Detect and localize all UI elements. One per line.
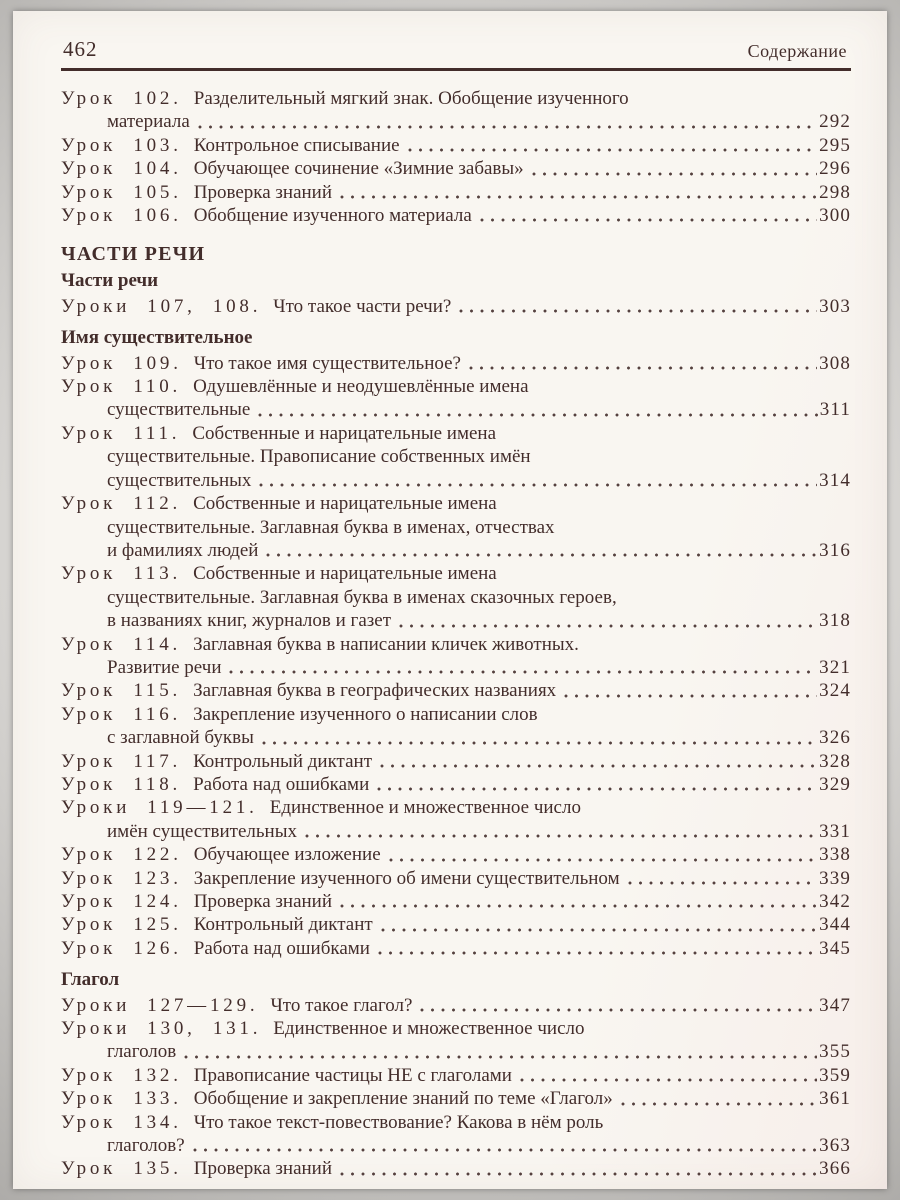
entry-text: Разделительный мягкий знак. Обобщение изученного <box>193 88 629 109</box>
toc-line <box>61 295 851 318</box>
toc-list <box>61 87 851 1181</box>
entry-text: Обобщение и закрепление знаний по теме «Глагол» <box>193 1088 613 1110</box>
dots-leader <box>380 764 817 768</box>
lesson-label: Урок 112. <box>61 493 182 515</box>
toc-line <box>61 204 851 227</box>
entry-page: 361 <box>819 1088 851 1110</box>
toc-line <box>61 1040 851 1063</box>
lesson-label: Урок 113. <box>61 563 182 585</box>
toc-entry <box>61 913 851 936</box>
toc-line <box>61 1017 851 1040</box>
toc-line <box>61 1157 851 1180</box>
dots-leader <box>305 834 817 838</box>
entry-page: 342 <box>819 891 851 912</box>
toc-line <box>61 843 851 866</box>
book-page <box>13 11 887 1189</box>
dots-leader <box>258 413 817 417</box>
lesson-label: Урок 125. <box>61 914 182 936</box>
entry-page: 318 <box>819 610 851 632</box>
toc-line <box>61 87 851 110</box>
entry-page: 328 <box>819 750 851 772</box>
entry-page: 295 <box>819 134 851 156</box>
toc-line <box>61 609 851 632</box>
toc-entry <box>61 1157 851 1180</box>
toc-entry <box>61 750 851 773</box>
lesson-label: Урок 117. <box>61 750 182 772</box>
toc-line <box>61 110 851 133</box>
entry-text: имён существительных <box>107 820 297 842</box>
page-header <box>61 37 851 71</box>
toc-line <box>61 539 851 562</box>
entry-page: 347 <box>819 994 851 1016</box>
toc-entry <box>61 867 851 890</box>
toc-entry <box>61 1111 851 1158</box>
dots-leader <box>259 483 817 487</box>
entry-text: Одушевлённые и неодушевлённые имена <box>193 376 529 398</box>
entry-page: 298 <box>819 181 851 203</box>
entry-text: Обобщение изученного материала <box>193 205 472 227</box>
entry-page: 321 <box>819 656 851 678</box>
toc-line <box>61 937 851 960</box>
toc-line <box>61 867 851 890</box>
entry-text: Что такое глагол? <box>270 994 413 1016</box>
lesson-label: Урок 124. <box>61 891 182 912</box>
entry-text: Что такое текст-повествование? Какова в нём роль <box>193 1111 604 1133</box>
toc-line <box>61 750 851 773</box>
lesson-label: Урок 115. <box>61 680 182 702</box>
toc-entry <box>61 295 851 318</box>
entry-page: 300 <box>819 205 851 227</box>
entry-text: Закрепление изученного о написании слов <box>193 703 538 725</box>
entry-text: существительные. Заглавная буква в именах сказочных героев, <box>107 586 617 608</box>
toc-entry <box>61 1017 851 1064</box>
toc-line <box>61 398 851 421</box>
dots-leader <box>198 125 817 129</box>
toc-entry <box>61 1087 851 1110</box>
toc-line <box>61 913 851 936</box>
lesson-label: Урок 111. <box>61 422 181 444</box>
lesson-label: Урок 123. <box>61 867 182 889</box>
dots-leader <box>420 1008 817 1012</box>
toc-line <box>61 445 851 468</box>
dots-leader <box>532 172 817 176</box>
lesson-label: Уроки 107, 108. <box>61 295 262 317</box>
entry-text: Заглавная буква в географических названиях <box>193 680 557 702</box>
dots-leader <box>520 1078 817 1082</box>
page-number: 462 <box>63 37 98 61</box>
toc-line <box>61 181 851 204</box>
dots-leader <box>184 1055 817 1059</box>
toc-entry <box>61 422 851 492</box>
dots-leader <box>628 881 817 885</box>
toc-entry <box>61 937 851 960</box>
entry-text: Единственное и множественное число <box>269 797 581 819</box>
toc-entry <box>61 679 851 702</box>
toc-line <box>61 726 851 749</box>
entry-page: 316 <box>819 539 851 561</box>
entry-page: 331 <box>819 820 851 842</box>
toc-line <box>61 469 851 492</box>
entry-text: Развитие речи <box>107 656 222 678</box>
toc-entry <box>61 843 851 866</box>
toc-line <box>61 890 851 913</box>
dots-leader <box>340 904 817 908</box>
lesson-label: Урок 114. <box>61 633 182 655</box>
toc-entry <box>61 890 851 913</box>
entry-text: Единственное и множественное число <box>273 1018 585 1040</box>
toc-line <box>61 134 851 157</box>
entry-text: Правописание частицы НЕ с глаголами <box>193 1064 512 1086</box>
header-title: Содержание <box>747 41 847 61</box>
toc-entry <box>61 1064 851 1087</box>
toc-line <box>61 1087 851 1110</box>
entry-page: 338 <box>819 844 851 866</box>
lesson-label: Урок 126. <box>61 937 182 959</box>
toc-line <box>61 1064 851 1087</box>
toc-line <box>61 1134 851 1157</box>
entry-text: и фамилиях людей <box>107 539 259 561</box>
entry-page: 363 <box>819 1135 851 1157</box>
toc-line <box>61 422 851 445</box>
toc-subsection: Имя существительное <box>61 327 253 349</box>
toc-line <box>61 656 851 679</box>
dots-leader <box>340 1172 817 1176</box>
toc-line <box>61 994 851 1017</box>
toc-entry <box>61 633 851 680</box>
lesson-label: Урок 109. <box>61 352 182 374</box>
entry-page: 355 <box>819 1041 851 1063</box>
dots-leader <box>469 366 817 370</box>
toc-line <box>61 562 851 585</box>
lesson-label: Урок 102. <box>61 88 182 109</box>
entry-text: существительные. Правописание собственных имён <box>107 446 531 468</box>
entry-text: Собственные и нарицательные имена <box>193 563 497 585</box>
lesson-label: Уроки 119—121. <box>61 797 258 819</box>
entry-text: Обучающее изложение <box>193 844 381 866</box>
lesson-label: Урок 106. <box>61 205 182 227</box>
toc-line <box>61 516 851 539</box>
toc-line <box>61 633 851 656</box>
entry-text: Закрепление изученного об имени существительном <box>193 867 620 889</box>
entry-page: 359 <box>819 1064 851 1086</box>
lesson-label: Урок 116. <box>61 703 182 725</box>
entry-page: 366 <box>819 1158 851 1180</box>
toc-line <box>61 679 851 702</box>
entry-page: 314 <box>819 469 851 491</box>
entry-text: существительные <box>107 399 251 421</box>
lesson-label: Урок 133. <box>61 1088 182 1110</box>
toc-line <box>61 157 851 180</box>
toc-entry <box>61 87 851 134</box>
toc-subsection: Части речи <box>61 270 159 292</box>
entry-page: 296 <box>819 158 851 180</box>
entry-text: Собственные и нарицательные имена <box>192 422 497 444</box>
entry-text: Обучающее сочинение «Зимние забавы» <box>193 158 524 180</box>
toc-line <box>61 352 851 375</box>
entry-text: Работа над ошибками <box>193 937 370 959</box>
entry-page: 339 <box>819 867 851 889</box>
toc-section: ЧАСТИ РЕЧИ <box>61 243 206 266</box>
toc-entry <box>61 375 851 422</box>
lesson-label: Урок 135. <box>61 1158 182 1180</box>
entry-text: глаголов <box>107 1041 177 1063</box>
entry-text: Контрольное списывание <box>193 134 400 156</box>
dots-leader <box>389 858 817 862</box>
dots-leader <box>408 148 818 152</box>
dots-leader <box>266 553 817 557</box>
dots-leader <box>378 951 817 955</box>
toc-line <box>61 773 851 796</box>
entry-page: 345 <box>819 937 851 959</box>
toc-line <box>61 796 851 819</box>
entry-text: Проверка знаний <box>193 181 333 203</box>
toc-line <box>61 820 851 843</box>
dots-leader <box>262 741 817 745</box>
entry-page: 324 <box>819 680 851 702</box>
entry-text: Контрольный диктант <box>193 750 372 772</box>
toc-entry <box>61 204 851 227</box>
toc-line <box>61 1111 851 1134</box>
entry-page: 292 <box>819 111 851 133</box>
entry-page: 303 <box>819 295 851 317</box>
toc-subsection: Глагол <box>61 969 120 991</box>
toc-entry <box>61 796 851 843</box>
entry-text: Проверка знаний <box>193 891 333 912</box>
dots-leader <box>377 787 817 791</box>
entry-text: глаголов? <box>107 1135 185 1157</box>
entry-text: с заглавной буквы <box>107 727 254 749</box>
entry-page: 344 <box>819 914 851 936</box>
dots-leader <box>340 195 817 199</box>
dots-leader <box>564 694 817 698</box>
entry-page: 326 <box>819 727 851 749</box>
toc-line <box>61 703 851 726</box>
dots-leader <box>459 309 817 313</box>
toc-entry <box>61 134 851 157</box>
toc-line <box>61 375 851 398</box>
lesson-label: Урок 122. <box>61 844 182 866</box>
entry-page: 311 <box>819 399 851 421</box>
entry-text: материала <box>107 111 190 133</box>
lesson-label: Урок 118. <box>61 773 182 795</box>
toc-line <box>61 586 851 609</box>
toc-entry <box>61 703 851 750</box>
lesson-label: Урок 132. <box>61 1064 182 1086</box>
dots-leader <box>193 1148 817 1152</box>
dots-leader <box>381 928 817 932</box>
entry-text: Проверка знаний <box>193 1158 333 1180</box>
entry-text: Что такое части речи? <box>273 295 452 317</box>
toc-entry <box>61 994 851 1017</box>
entry-text: существительные. Заглавная буква в именах, отчествах <box>107 516 555 538</box>
entry-text: Заглавная буква в написании кличек животных. <box>193 633 579 655</box>
entry-page: 329 <box>819 773 851 795</box>
entry-text: существительных <box>107 469 252 491</box>
lesson-label: Уроки 127—129. <box>61 994 259 1016</box>
entry-text: Что такое имя существительное? <box>193 352 461 374</box>
toc-entry <box>61 157 851 180</box>
toc-entry <box>61 181 851 204</box>
lesson-label: Урок 105. <box>61 181 182 203</box>
dots-leader <box>229 670 817 674</box>
entry-text: Работа над ошибками <box>193 773 370 795</box>
entry-text: Собственные и нарицательные имена <box>193 493 497 515</box>
lesson-label: Урок 104. <box>61 158 182 180</box>
lesson-label: Урок 110. <box>61 376 182 398</box>
dots-leader <box>621 1102 817 1106</box>
toc-line <box>61 492 851 515</box>
dots-leader <box>480 218 817 222</box>
lesson-label: Уроки 130, 131. <box>61 1018 262 1040</box>
dots-leader <box>399 624 817 628</box>
toc-entry <box>61 562 851 632</box>
toc-entry <box>61 352 851 375</box>
lesson-label: Урок 134. <box>61 1111 182 1133</box>
lesson-label: Урок 103. <box>61 134 182 156</box>
toc-entry <box>61 773 851 796</box>
entry-text: Контрольный диктант <box>193 914 373 936</box>
entry-page: 308 <box>819 352 851 374</box>
entry-text: в названиях книг, журналов и газет <box>107 610 392 632</box>
toc-entry <box>61 492 851 562</box>
